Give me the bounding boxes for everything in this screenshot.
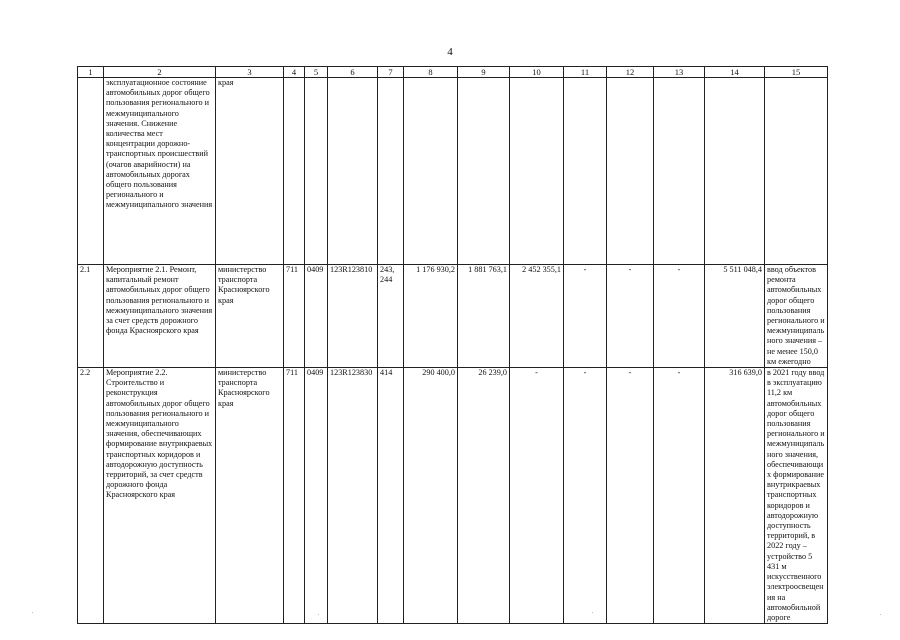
column-header: 12 [607, 67, 654, 78]
column-header: 3 [216, 67, 284, 78]
column-header: 6 [328, 67, 378, 78]
cell-c15: ввод объектов ремонта автомобильных дорог общего пользования регионального и межмуниципального значения – не менее 150,0 км ежегодно [765, 265, 828, 368]
table-row-2-2 [78, 368, 828, 624]
cell-c6 [328, 78, 378, 265]
cell-c5 [305, 78, 328, 265]
column-header: 11 [564, 67, 607, 78]
column-header: 5 [305, 67, 328, 78]
cell-c13 [654, 78, 705, 265]
cell-c8: 290 400,0 [404, 368, 458, 624]
page-number: 4 [447, 46, 453, 58]
cell-c13: - [654, 368, 705, 624]
cell-c9: 26 239,0 [458, 368, 510, 624]
cell-c6: 123R123810 [328, 265, 378, 368]
column-header: 10 [510, 67, 564, 78]
cell-c14 [705, 78, 765, 265]
scan-speck [318, 614, 319, 615]
column-header: 1 [78, 67, 104, 78]
cell-c15: в 2021 году ввод в эксплуатацию 11,2 км автомобильных дорог общего пользования регионального и межмуниципального значения, обеспечивающих формирование внутрикраевых транспортных коридоров и автодорожную доступность территорий, в 2022 году – устройство 5 431 м искусственного электроосвещения на автомобильной дороге [765, 368, 828, 624]
row-executor: министерство транспорта Красноярского края [216, 368, 284, 624]
cell-c4 [284, 78, 305, 265]
row-id: 2.1 [78, 265, 104, 368]
cell-c7: 414 [378, 368, 404, 624]
scan-speck [592, 612, 593, 613]
scan-speck [880, 614, 881, 615]
cell-c13: - [654, 265, 705, 368]
column-header: 15 [765, 67, 828, 78]
column-header: 13 [654, 67, 705, 78]
cell-c11 [564, 78, 607, 265]
row-executor: края [216, 78, 284, 265]
cell-c12: - [607, 368, 654, 624]
cell-c10: - [510, 368, 564, 624]
program-table [77, 66, 828, 624]
cell-c10 [510, 78, 564, 265]
column-number-row [78, 67, 828, 78]
column-header: 8 [404, 67, 458, 78]
table-row-2-1 [78, 265, 828, 368]
row-name: Мероприятие 2.2. Строительство и реконструкция автомобильных дорог общего пользования регионального и межмуниципального значения, обеспечивающих формирование внутрикраевых транспортных коридоров и автодорожную доступность территорий, за счет средств дорожного фонда Красноярского края [104, 368, 216, 624]
cell-c9: 1 881 763,1 [458, 265, 510, 368]
cell-c11: - [564, 265, 607, 368]
table-row-continuation [78, 78, 828, 265]
cell-c12 [607, 78, 654, 265]
cell-c10: 2 452 355,1 [510, 265, 564, 368]
row-id: 2.2 [78, 368, 104, 624]
cell-c6: 123R123830 [328, 368, 378, 624]
row-name: эксплуатационное состояние автомобильных дорог общего пользования регионального и межмуниципального значения. Снижение количества мест концентрации дорожно-транспортных происшествий (очагов аварийности) на автомобильных дорогах общего пользования регионального и межмуниципального значения [104, 78, 216, 265]
cell-c4: 711 [284, 368, 305, 624]
cell-c15 [765, 78, 828, 265]
column-header: 4 [284, 67, 305, 78]
cell-c5: 0409 [305, 368, 328, 624]
cell-c5: 0409 [305, 265, 328, 368]
column-header: 9 [458, 67, 510, 78]
column-header: 7 [378, 67, 404, 78]
scan-speck [32, 612, 33, 613]
cell-c4: 711 [284, 265, 305, 368]
cell-c9 [458, 78, 510, 265]
column-header: 14 [705, 67, 765, 78]
cell-c11: - [564, 368, 607, 624]
row-executor: министерство транспорта Красноярского края [216, 265, 284, 368]
row-id [78, 78, 104, 265]
cell-c14: 5 511 048,4 [705, 265, 765, 368]
cell-c12: - [607, 265, 654, 368]
column-header: 2 [104, 67, 216, 78]
row-name: Мероприятие 2.1. Ремонт, капитальный ремонт автомобильных дорог общего пользования регионального и межмуниципального значения за счет средств дорожного фонда Красноярского края [104, 265, 216, 368]
cell-c7: 243, 244 [378, 265, 404, 368]
cell-c14: 316 639,0 [705, 368, 765, 624]
cell-c7 [378, 78, 404, 265]
cell-c8 [404, 78, 458, 265]
cell-c8: 1 176 930,2 [404, 265, 458, 368]
